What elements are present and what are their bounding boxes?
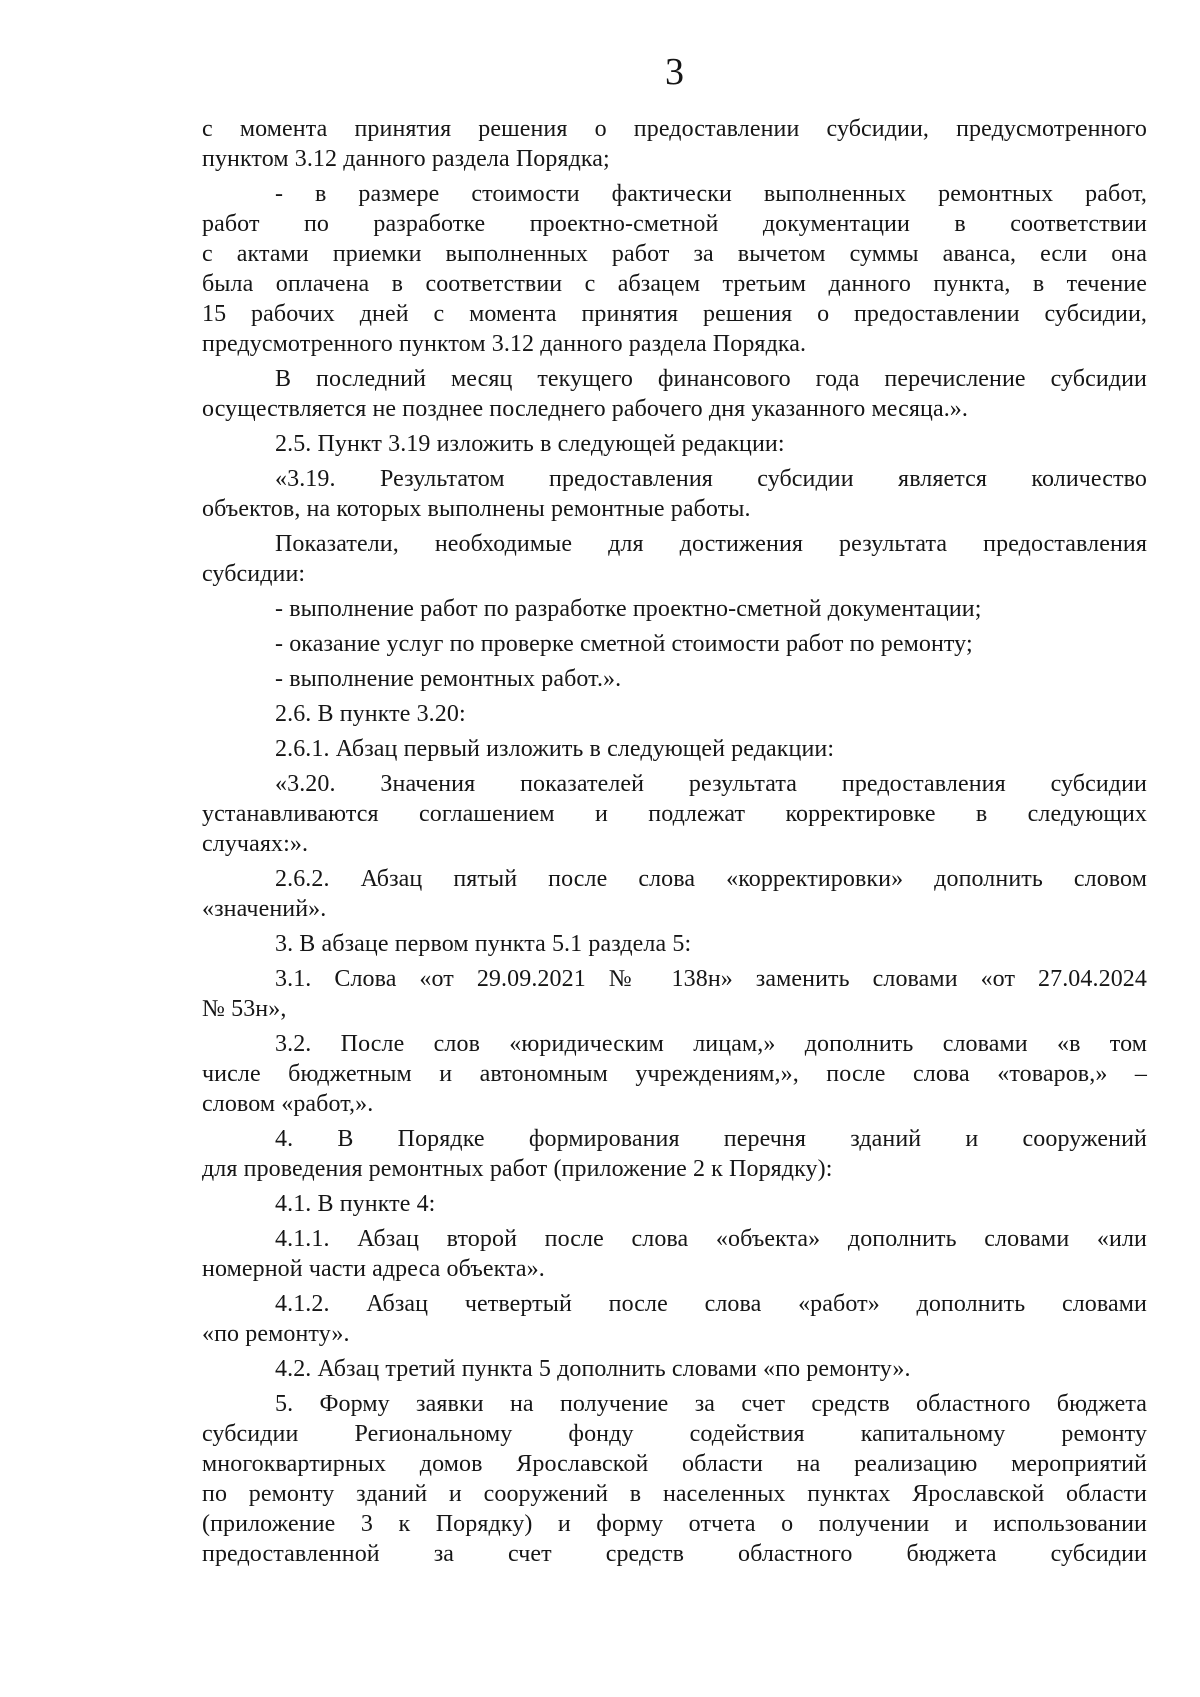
paragraph bbox=[202, 629, 1147, 659]
text-line: - выполнение работ по разработке проектно-сметной документации; bbox=[275, 596, 982, 622]
text-line: «3.20. Значения показателей результата предоставления субсидии bbox=[275, 771, 1147, 797]
text-line: (приложение 3 к Порядку) и форму отчета о получении и использовании bbox=[202, 1511, 1147, 1537]
paragraph bbox=[202, 864, 1147, 924]
text-line: 5. Форму заявки на получение за счет средств областного бюджета bbox=[275, 1391, 1147, 1417]
text-line: В последний месяц текущего финансового года перечисление субсидии bbox=[275, 366, 1147, 392]
paragraph bbox=[202, 964, 1147, 1024]
page-number: 3 bbox=[665, 51, 684, 93]
text-line: Показатели, необходимые для достижения результата предоставления bbox=[275, 531, 1147, 557]
text-line: осуществляется не позднее последнего рабочего дня указанного месяца.». bbox=[202, 396, 969, 422]
text-line: 4. В Порядке формирования перечня зданий и сооружений bbox=[275, 1126, 1147, 1152]
text-line: устанавливаются соглашением и подлежат корректировке в следующих bbox=[202, 801, 1147, 827]
text-line: предоставленной за счет средств областного бюджета субсидии bbox=[202, 1541, 1147, 1567]
text-line: работ по разработке проектно-сметной документации в соответствии bbox=[202, 211, 1147, 237]
text-line: № 53н», bbox=[202, 996, 287, 1022]
text-line: для проведения ремонтных работ (приложение 2 к Порядку): bbox=[202, 1156, 833, 1182]
text-line: субсидии Региональному фонду содействия капитальному ремонту bbox=[202, 1421, 1147, 1447]
paragraph bbox=[202, 1224, 1147, 1284]
paragraph bbox=[202, 699, 1147, 729]
text-line: «по ремонту». bbox=[202, 1321, 350, 1347]
text-line: - выполнение ремонтных работ.». bbox=[275, 666, 622, 692]
text-line: многоквартирных домов Ярославской области на реализацию мероприятий bbox=[202, 1451, 1147, 1477]
paragraph bbox=[202, 1289, 1147, 1349]
text-line: 15 рабочих дней с момента принятия решения о предоставлении субсидии, bbox=[202, 301, 1147, 327]
text-line: с момента принятия решения о предоставлении субсидии, предусмотренного bbox=[202, 116, 1147, 142]
paragraph bbox=[202, 594, 1147, 624]
text-line: 2.5. Пункт 3.19 изложить в следующей редакции: bbox=[275, 431, 785, 457]
document-body bbox=[202, 114, 1147, 1569]
text-line: 4.2. Абзац третий пункта 5 дополнить словами «по ремонту». bbox=[275, 1356, 911, 1382]
text-line: - оказание услуг по проверке сметной стоимости работ по ремонту; bbox=[275, 631, 973, 657]
paragraph bbox=[202, 734, 1147, 764]
text-line: случаях:». bbox=[202, 831, 309, 857]
text-line: объектов, на которых выполнены ремонтные работы. bbox=[202, 496, 751, 522]
text-line: числе бюджетным и автономным учреждениям,», после слова «товаров,» – bbox=[202, 1061, 1147, 1087]
text-line: «значений». bbox=[202, 896, 327, 922]
paragraph bbox=[202, 929, 1147, 959]
paragraph bbox=[202, 1029, 1147, 1119]
text-line: - в размере стоимости фактически выполненных ремонтных работ, bbox=[275, 181, 1147, 207]
text-line: 4.1.2. Абзац четвертый после слова «работ» дополнить словами bbox=[275, 1291, 1147, 1317]
text-line: субсидии: bbox=[202, 561, 306, 587]
text-line: словом «работ,». bbox=[202, 1091, 374, 1117]
text-line: 2.6.2. Абзац пятый после слова «корректировки» дополнить словом bbox=[275, 866, 1147, 892]
paragraph bbox=[202, 179, 1147, 359]
paragraph bbox=[202, 364, 1147, 424]
text-line: с актами приемки выполненных работ за вычетом суммы аванса, если она bbox=[202, 241, 1147, 267]
text-line: номерной части адреса объекта». bbox=[202, 1256, 545, 1282]
paragraph bbox=[202, 1124, 1147, 1184]
paragraph bbox=[202, 769, 1147, 859]
paragraph bbox=[202, 1389, 1147, 1569]
text-line: 4.1. В пункте 4: bbox=[275, 1191, 436, 1217]
paragraph bbox=[202, 664, 1147, 694]
text-line: 2.6. В пункте 3.20: bbox=[275, 701, 466, 727]
paragraph bbox=[202, 1189, 1147, 1219]
paragraph bbox=[202, 1354, 1147, 1384]
paragraph bbox=[202, 464, 1147, 524]
paragraph bbox=[202, 429, 1147, 459]
text-line: 3. В абзаце первом пункта 5.1 раздела 5: bbox=[275, 931, 692, 957]
paragraph bbox=[202, 114, 1147, 174]
text-line: 3.2. После слов «юридическим лицам,» дополнить словами «в том bbox=[275, 1031, 1147, 1057]
text-line: была оплачена в соответствии с абзацем третьим данного пункта, в течение bbox=[202, 271, 1147, 297]
text-line: по ремонту зданий и сооружений в населенных пунктах Ярославской области bbox=[202, 1481, 1147, 1507]
text-line: предусмотренного пунктом 3.12 данного раздела Порядка. bbox=[202, 331, 807, 357]
text-line: 3.1. Слова «от 29.09.2021 № 138н» заменить словами «от 27.04.2024 bbox=[275, 966, 1147, 992]
text-line: «3.19. Результатом предоставления субсидии является количество bbox=[275, 466, 1147, 492]
text-line: 4.1.1. Абзац второй после слова «объекта» дополнить словами «или bbox=[275, 1226, 1147, 1252]
paragraph bbox=[202, 529, 1147, 589]
text-line: 2.6.1. Абзац первый изложить в следующей редакции: bbox=[275, 736, 835, 762]
text-line: пунктом 3.12 данного раздела Порядка; bbox=[202, 146, 610, 172]
